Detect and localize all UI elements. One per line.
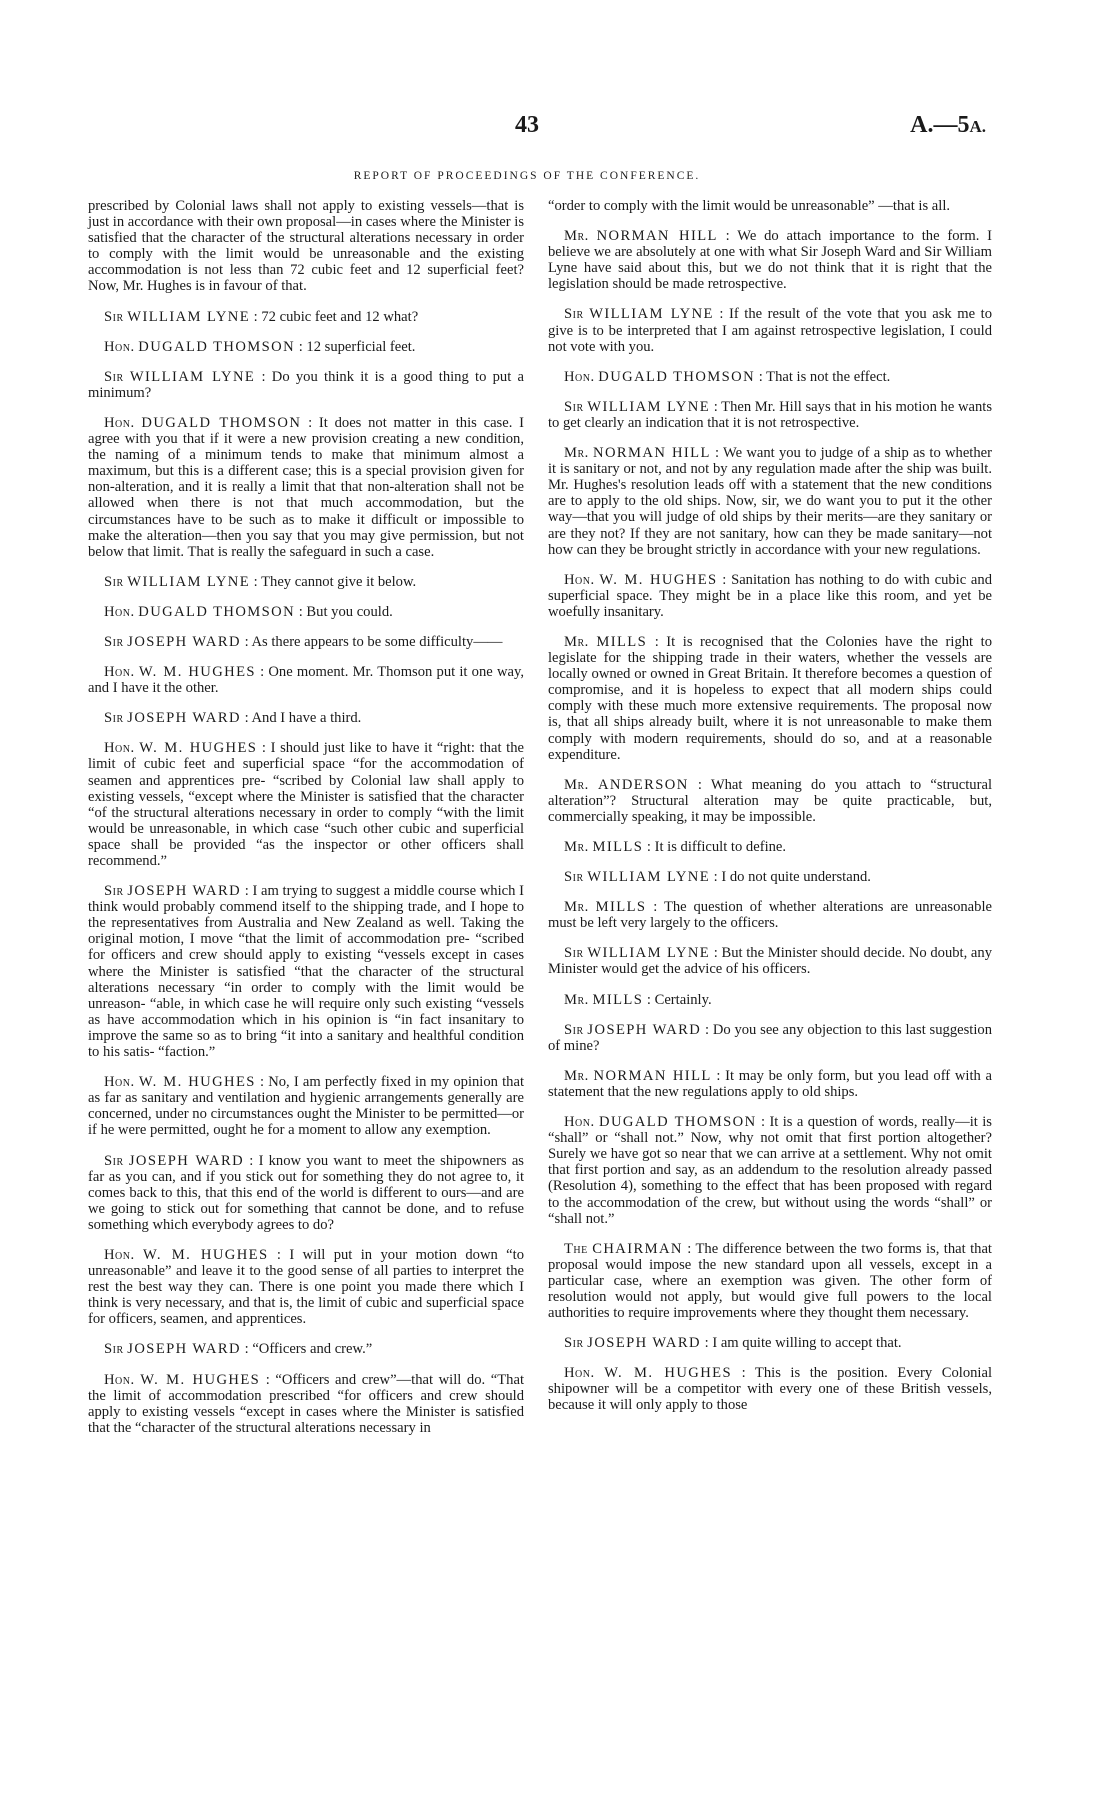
- speaker-name: NORMAN HILL: [596, 228, 718, 245]
- speaker: Hon. W. M. HUGHES :: [104, 740, 271, 757]
- speech-text: If the result of the vote that you ask me to give is to be interpreted that I am against retrospective legislation, I could not vote with you.: [548, 306, 993, 355]
- speaker: Hon. DUGALD THOMSON :: [104, 603, 307, 620]
- speaker-title: Sir: [104, 710, 124, 727]
- speaker: Sir WILLIAM LYNE :: [564, 945, 722, 962]
- speaker-name: W. M. HUGHES: [604, 1365, 733, 1382]
- speaker: Sir WILLIAM LYNE :: [104, 573, 262, 590]
- speaker-name: JOSEPH WARD: [127, 633, 241, 650]
- speaker: Mr. MILLS :: [564, 839, 655, 855]
- document-reference: [910, 112, 986, 139]
- speech-paragraph: [88, 1153, 524, 1233]
- speech-paragraph: [88, 604, 524, 620]
- document-reference-main: A.—5: [910, 112, 970, 138]
- speech-text: I should just like to have it “right: that the limit of cubic feet and superficial space “for the accommodation of seamen and apprentices pre- “scribed by Colonial law shall apply to existing vessels, “except where the Minister is satisfied that the character “of the structural alterations necessary in order to comply “with the limit would be unreasonable, in which case “such other cubic and superficial space shall be provided “as the inspector or other officers shall recommend.”: [88, 740, 524, 869]
- speech-paragraph: [548, 1335, 992, 1351]
- speech-paragraph: [548, 1365, 992, 1413]
- speaker-name: JOSEPH WARD: [127, 883, 242, 900]
- speaker-name: WILLIAM LYNE: [127, 573, 251, 590]
- speaker: Sir WILLIAM LYNE :: [104, 368, 272, 385]
- speaker-title: Hon.: [104, 740, 135, 757]
- speaker-name: CHAIRMAN: [592, 1240, 683, 1257]
- speaker-title: Mr.: [564, 839, 589, 855]
- speech-text: But the Minister should decide. No doubt, any Minister would get the advice of his officers.: [548, 945, 993, 978]
- speaker-title: Sir: [104, 1152, 124, 1169]
- speech-paragraph: [548, 228, 992, 292]
- speaker-name: MILLS: [595, 899, 647, 916]
- speaker-name: JOSEPH WARD: [587, 1335, 701, 1352]
- speaker-name: DUGALD THOMSON: [141, 414, 302, 431]
- speaker-name: MILLS: [596, 633, 648, 650]
- speaker-name: JOSEPH WARD: [587, 1021, 702, 1038]
- speaker: Sir JOSEPH WARD :: [104, 883, 253, 900]
- speech-paragraph: [548, 1241, 992, 1321]
- speaker-title: Mr.: [564, 1067, 589, 1084]
- speech-paragraph: [88, 740, 524, 869]
- speech-text: I am quite willing to accept that.: [712, 1335, 902, 1352]
- speaker: Sir JOSEPH WARD :: [104, 633, 252, 650]
- speaker-name: WILLIAM LYNE: [587, 869, 711, 886]
- page-number: 43: [515, 112, 539, 138]
- speaker: Hon. W. M. HUGHES :: [564, 571, 732, 588]
- left-column: [88, 198, 524, 1450]
- speaker-name: DUGALD THOMSON: [598, 368, 756, 385]
- speaker-title: Sir: [104, 368, 124, 385]
- speech-text: They cannot give it below.: [261, 573, 417, 590]
- speaker: Hon. W. M. HUGHES :: [104, 664, 269, 681]
- speaker-title: Hon.: [104, 338, 135, 355]
- speech-paragraph: [88, 339, 524, 355]
- speaker-title: Sir: [104, 308, 124, 325]
- speaker-name: WILLIAM LYNE: [589, 306, 714, 323]
- speaker: Hon. W. M. HUGHES :: [564, 1365, 755, 1382]
- speaker-title: Mr.: [564, 633, 589, 650]
- speaker-name: DUGALD THOMSON: [138, 338, 296, 355]
- speech-text: Do you think it is a good thing to put a minimum?: [88, 368, 524, 401]
- speaker-name: JOSEPH WARD: [128, 1152, 245, 1169]
- speaker-title: Hon.: [104, 1246, 135, 1263]
- speaker-title: Mr.: [564, 228, 589, 245]
- running-head: REPORT OF PROCEEDINGS OF THE CONFERENCE.: [353, 170, 701, 182]
- speaker: Sir JOSEPH WARD :: [104, 1341, 253, 1358]
- speech-text: We do attach importance to the form. I believe we are absolutely at one with what Sir Joseph Ward and Sir William Lyne have said about this, but we do not think that it is right that the legislation should be made retrospective.: [548, 228, 992, 293]
- speech-text: It does not matter in this case. I agree with you that if it were a new provision creating a new condition, the naming of a minimum tends to make that minimum almost a maximum, but this is a different case; this is a special provision given for non-alteration, and it is really a limit that that non-alteration shall not be allowed when there is not that much accommodation, but the circumstances have to be such as to make it difficult or impossible to make the alteration—then you say that you may give permission, but not below that limit. That is really the safeguard in such a case.: [88, 414, 524, 560]
- speaker-title: Sir: [564, 1335, 584, 1352]
- speaker-name: MILLS: [592, 991, 644, 1008]
- speaker: The CHAIRMAN :: [564, 1240, 696, 1257]
- speaker-title: Hon.: [104, 414, 135, 431]
- speech-text: What meaning do you attach to “structural alteration”? Structural alteration may be quite practicable, but, commercially speaking, it may be impossible.: [548, 776, 992, 825]
- speaker: Mr. MILLS :: [564, 991, 655, 1008]
- speaker-name: W. M. HUGHES: [138, 664, 256, 681]
- speaker: Mr. NORMAN HILL :: [564, 1067, 726, 1084]
- speaker-title: Sir: [104, 883, 124, 900]
- speech-text: Do you see any objection to this last suggestion of mine?: [548, 1021, 992, 1054]
- speaker: Mr. MILLS :: [564, 633, 667, 650]
- speech-text: It is a question of words, really—it is “shall” or “shall not.” Now, why not omit that first portion altogether? Surely we have got so near that we can arrive at a settlement. Why not omit that first portion and say, as an addendum to the resolution already passed (Resolution 4), something to the effect that has been proposed with regard to the accommodation of the crew, but without using the words “shall” or “shall not.”: [548, 1114, 992, 1227]
- speaker: Sir WILLIAM LYNE :: [564, 398, 722, 415]
- speaker: Hon. DUGALD THOMSON :: [564, 1114, 770, 1131]
- continued-paragraph: [548, 198, 992, 214]
- speaker-title: Hon.: [104, 1371, 135, 1388]
- speaker: Sir WILLIAM LYNE :: [104, 308, 262, 325]
- speech-text: 72 cubic feet and 12 what?: [261, 308, 419, 325]
- speech-paragraph: [88, 634, 524, 650]
- speaker: Hon. W. M. HUGHES :: [104, 1246, 290, 1263]
- speaker-title: Hon.: [564, 1365, 595, 1382]
- speech-paragraph: [548, 572, 992, 620]
- speaker: Sir WILLIAM LYNE :: [564, 869, 722, 886]
- speaker-name: WILLIAM LYNE: [127, 308, 251, 325]
- speaker-name: W. M. HUGHES: [138, 1074, 256, 1091]
- speech-text: It may be only form, but you lead off with a statement that the new regulations apply to old ships.: [548, 1067, 992, 1100]
- document-reference-suffix: A.: [969, 117, 986, 136]
- speaker-title: Hon.: [564, 571, 595, 588]
- continued-paragraph: [88, 198, 524, 295]
- speech-text: prescribed by Colonial laws shall not apply to existing vessels—that is just in accordance with their own proposal—in cases where the Minister is satisfied that the character of the structural alterations necessary in order to comply with the limit would be unreasonable and the existing accommodation is not less than 72 cubic feet and 12 superficial feet? Now, Mr. Hughes is in favour of that.: [88, 198, 524, 295]
- speaker-name: WILLIAM LYNE: [587, 945, 711, 962]
- speech-text: But you could.: [306, 603, 393, 620]
- speech-text: I know you want to meet the shipowners as far as you can, and if you stick out for something they do not agree to, it comes back to this, that this end of the world is different to ours—and are we going to stick out for something that cannot be done, and to refuse something which everybody agrees to do?: [88, 1152, 524, 1233]
- speaker-title: Sir: [104, 573, 124, 590]
- speech-text: The question of whether alterations are unreasonable must be left very largely to the officers.: [548, 899, 992, 932]
- speaker: Sir JOSEPH WARD :: [564, 1021, 713, 1038]
- speech-paragraph: [88, 1247, 524, 1327]
- speech-paragraph: [548, 1114, 992, 1227]
- speech-text: This is the position. Every Colonial shipowner will be a competitor with every one of these British vessels, because it will only apply to those: [548, 1365, 992, 1414]
- speaker-title: Sir: [104, 633, 124, 650]
- speech-text: I will put in your motion down “to unreasonable” and leave it to the good sense of all parties to interpret the rest the best way they can. There is one point you made there which I think is very necessary, and that is, the limit of cubic and superficial space for officers, seamen, and apprentices.: [88, 1246, 524, 1328]
- speaker-name: W. M. HUGHES: [599, 571, 718, 588]
- speech-text: 12 superficial feet.: [306, 338, 416, 355]
- speech-paragraph: [548, 306, 992, 354]
- speaker-name: NORMAN HILL: [593, 445, 711, 462]
- speaker: Hon. W. M. HUGHES :: [104, 1074, 269, 1091]
- speech-text: The difference between the two forms is, that that proposal would impose the new standard upon all vessels, except in a particular case, where an exemption was given. The other form of resolution would not apply, but would give full powers to the local authorities to require improvements where they thought them necessary.: [548, 1240, 992, 1322]
- speaker-title: Sir: [564, 945, 584, 962]
- speaker-name: DUGALD THOMSON: [599, 1114, 757, 1131]
- speech-paragraph: [548, 777, 992, 825]
- speaker-name: JOSEPH WARD: [127, 1341, 241, 1358]
- speaker: Hon. W. M. HUGHES :: [104, 1371, 276, 1388]
- speech-paragraph: [88, 1372, 524, 1436]
- speech-paragraph: [548, 634, 992, 763]
- speech-paragraph: [88, 574, 524, 590]
- speech-text: We want you to judge of a ship as to whether it is sanitary or not, and not by any regulation made after the ship was built. Mr. Hughes's resolution leads off with a statement that the new conditions are to apply to the old ships. Now, sir, we do want you to put it the other way—that you will judge of old ships by their merits—are they sanitary or are they not? If they are not sanitary, how can they be made sanitary—not how can they be brought strictly in accordance with your new regulations.: [548, 445, 992, 558]
- speaker: Hon. DUGALD THOMSON :: [564, 368, 767, 385]
- speech-paragraph: [548, 992, 992, 1008]
- right-column: [548, 198, 992, 1428]
- speaker: Mr. ANDERSON :: [564, 776, 711, 793]
- speaker-name: WILLIAM LYNE: [587, 398, 711, 415]
- speaker-name: W. M. HUGHES: [139, 740, 258, 757]
- speaker-name: DUGALD THOMSON: [138, 603, 296, 620]
- speaker-name: NORMAN HILL: [593, 1067, 712, 1084]
- speech-paragraph: [548, 399, 992, 431]
- speaker-title: Sir: [564, 869, 584, 886]
- speech-text: “Officers and crew”—that will do. “That the limit of accommodation prescribed “for officers and crew should apply to existing vessels “except in cases where the Minister is satisfied that the “character of the structural alterations necessary in: [88, 1371, 524, 1436]
- speech-text: One moment. Mr. Thomson put it one way, and I have it the other.: [88, 664, 524, 697]
- speech-text: No, I am perfectly fixed in my opinion that as far as sanitary and ventilation and hygienic arrangements generally are concerned, under no circumstances ought the Minister to be permitted—or if he were permitted, ought he for a moment to allow any exemption.: [88, 1074, 524, 1139]
- speech-paragraph: [548, 945, 992, 977]
- speech-paragraph: [88, 664, 524, 696]
- speech-text: I do not quite understand.: [721, 869, 871, 886]
- speech-paragraph: [88, 415, 524, 560]
- speaker-name: W. M. HUGHES: [143, 1246, 269, 1263]
- speaker-title: Hon.: [104, 1074, 135, 1091]
- speech-paragraph: [548, 899, 992, 931]
- speaker-name: WILLIAM LYNE: [129, 368, 256, 385]
- speaker-title: Hon.: [104, 664, 135, 681]
- speech-paragraph: [88, 309, 524, 325]
- speech-text: I am trying to suggest a middle course which I think would probably commend itself to the shipping trade, and I hope to the representatives from Australia and New Zealand as well. Taking the original motion, I move “that the limit of accommodation pre- “scribed for officers and crew should apply to existing “vessels except in cases where the Minister is satisfied “that the character of the structural alterations necessary “in order to comply with the limit would be unreason- “able, in which case he will require only such existing “vessels as have accommodation which in his opinion is “in fact insanitary to improve the same so as to bring “it into a sanitary and healthful condition to his satis- “faction.”: [88, 883, 524, 1061]
- speaker-title: Sir: [564, 398, 584, 415]
- speaker: Sir WILLIAM LYNE :: [564, 306, 729, 323]
- speech-paragraph: [88, 1074, 524, 1138]
- speaker-name: JOSEPH WARD: [127, 710, 241, 727]
- speech-text: It is difficult to define.: [654, 839, 787, 855]
- speech-paragraph: [548, 839, 992, 855]
- speaker-name: MILLS: [592, 839, 644, 855]
- speaker-title: Hon.: [564, 1114, 595, 1131]
- speaker: Sir JOSEPH WARD :: [104, 710, 252, 727]
- speech-paragraph: [548, 1068, 992, 1100]
- speaker: Mr. NORMAN HILL :: [564, 228, 738, 245]
- speech-paragraph: [88, 710, 524, 726]
- speaker-title: Mr.: [564, 445, 589, 462]
- speech-paragraph: [548, 1022, 992, 1054]
- speech-text: It is recognised that the Colonies have the right to legislate for the shipping trade in their waters, whether the vessels are locally owned or owned in Great Britain. It therefore becomes a question of compromise, and it is hopeless to expect that all modern ships could comply with these much more extensive requirements. The proposal now is, that all ships already built, where it is not unreasonable to make them comply with modern requirements, should do so, and at a reasonable expenditure.: [548, 633, 992, 763]
- speaker: Mr. NORMAN HILL :: [564, 445, 724, 462]
- speaker: Hon. DUGALD THOMSON :: [104, 414, 319, 431]
- speaker: Mr. MILLS :: [564, 899, 664, 916]
- speaker-title: Sir: [564, 1021, 584, 1038]
- speaker-title: The: [564, 1240, 588, 1257]
- speaker-title: Hon.: [564, 368, 595, 385]
- speech-paragraph: [88, 1341, 524, 1357]
- speech-text: Sanitation has nothing to do with cubic and superficial space. They might be in a place like this room, and yet be woefully insanitary.: [548, 571, 992, 620]
- speech-text: Then Mr. Hill says that in his motion he wants to get clearly an indication that it is not retrospective.: [548, 398, 993, 431]
- speaker: Sir JOSEPH WARD :: [564, 1335, 713, 1352]
- speaker-name: ANDERSON: [597, 776, 689, 793]
- speaker-title: Hon.: [104, 603, 135, 620]
- speech-paragraph: [548, 869, 992, 885]
- speech-paragraph: [548, 369, 992, 385]
- speech-text: As there appears to be some difficulty——: [251, 633, 503, 650]
- speech-text: Certainly.: [654, 991, 712, 1008]
- speaker: Hon. DUGALD THOMSON :: [104, 338, 307, 355]
- speech-paragraph: [88, 369, 524, 401]
- speaker-title: Mr.: [564, 776, 589, 793]
- speech-text: That is not the effect.: [766, 368, 891, 385]
- speaker-title: Sir: [564, 306, 584, 323]
- speaker: Sir JOSEPH WARD :: [104, 1152, 259, 1169]
- speech-paragraph: [548, 445, 992, 558]
- speaker-title: Mr.: [564, 991, 589, 1008]
- speech-text: And I have a third.: [251, 710, 362, 727]
- speech-text: “Officers and crew.”: [252, 1341, 373, 1358]
- speaker-title: Sir: [104, 1341, 124, 1358]
- speaker-name: W. M. HUGHES: [140, 1371, 261, 1388]
- speech-text: “order to comply with the limit would be unreasonable” —that is all.: [548, 198, 951, 214]
- speech-paragraph: [88, 883, 524, 1060]
- speaker-title: Mr.: [564, 899, 589, 916]
